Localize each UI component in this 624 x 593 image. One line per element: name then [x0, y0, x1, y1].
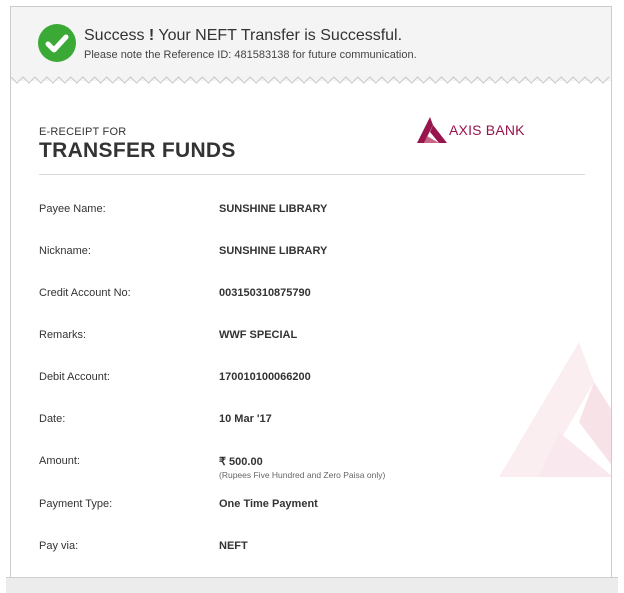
detail-row-amount — [39, 442, 579, 485]
detail-label: Payee Name: — [39, 203, 106, 215]
ereceipt-label: E-RECEIPT FOR — [39, 126, 127, 138]
bank-logo — [417, 117, 525, 143]
detail-value: WWF SPECIAL — [219, 329, 298, 341]
detail-label: Amount: — [39, 455, 80, 467]
receipt-card — [10, 6, 612, 578]
detail-row-pay-via — [39, 527, 579, 569]
detail-value: SUNSHINE LIBRARY — [219, 245, 328, 257]
detail-row-payee-name — [39, 190, 579, 232]
detail-value: ₹ 500.00 — [219, 456, 263, 468]
success-title-rest: Your NEFT Transfer is Successful. — [158, 27, 403, 44]
detail-row-payment-type — [39, 485, 579, 527]
bank-name: AXIS BANK — [449, 122, 525, 138]
detail-value: SUNSHINE LIBRARY — [219, 203, 328, 215]
details-list — [39, 190, 579, 569]
detail-row-nickname — [39, 232, 579, 274]
detail-label: Nickname: — [39, 245, 91, 257]
amount-in-words: (Rupees Five Hundred and Zero Paisa only) — [219, 470, 386, 480]
detail-label: Debit Account: — [39, 371, 110, 383]
detail-label: Date: — [39, 413, 66, 425]
success-title — [84, 27, 402, 45]
detail-value: 003150310875790 — [219, 287, 311, 299]
detail-label: Remarks: — [39, 329, 87, 341]
detail-row-debit-account — [39, 358, 579, 400]
detail-value: NEFT — [219, 540, 248, 552]
detail-label: Pay via: — [39, 540, 79, 552]
detail-row-remarks — [39, 316, 579, 358]
detail-label: Credit Account No: — [39, 287, 131, 299]
detail-value: 170010100066200 — [219, 371, 311, 383]
zigzag-edge — [11, 75, 611, 85]
axis-logo-icon — [417, 117, 447, 143]
reference-message: Please note the Reference ID: 481583138 for future communication. — [84, 49, 417, 61]
success-title-bang: ! — [148, 27, 155, 44]
success-title-prefix: Success — [84, 27, 145, 44]
detail-value: 10 Mar '17 — [219, 413, 272, 425]
check-circle-icon — [38, 24, 76, 62]
bottom-scroll-bar[interactable] — [6, 577, 618, 593]
divider — [39, 174, 585, 175]
detail-label: Payment Type: — [39, 498, 113, 510]
detail-row-credit-account — [39, 274, 579, 316]
page-title: TRANSFER FUNDS — [39, 139, 236, 162]
detail-row-date — [39, 400, 579, 442]
detail-value: One Time Payment — [219, 498, 318, 510]
